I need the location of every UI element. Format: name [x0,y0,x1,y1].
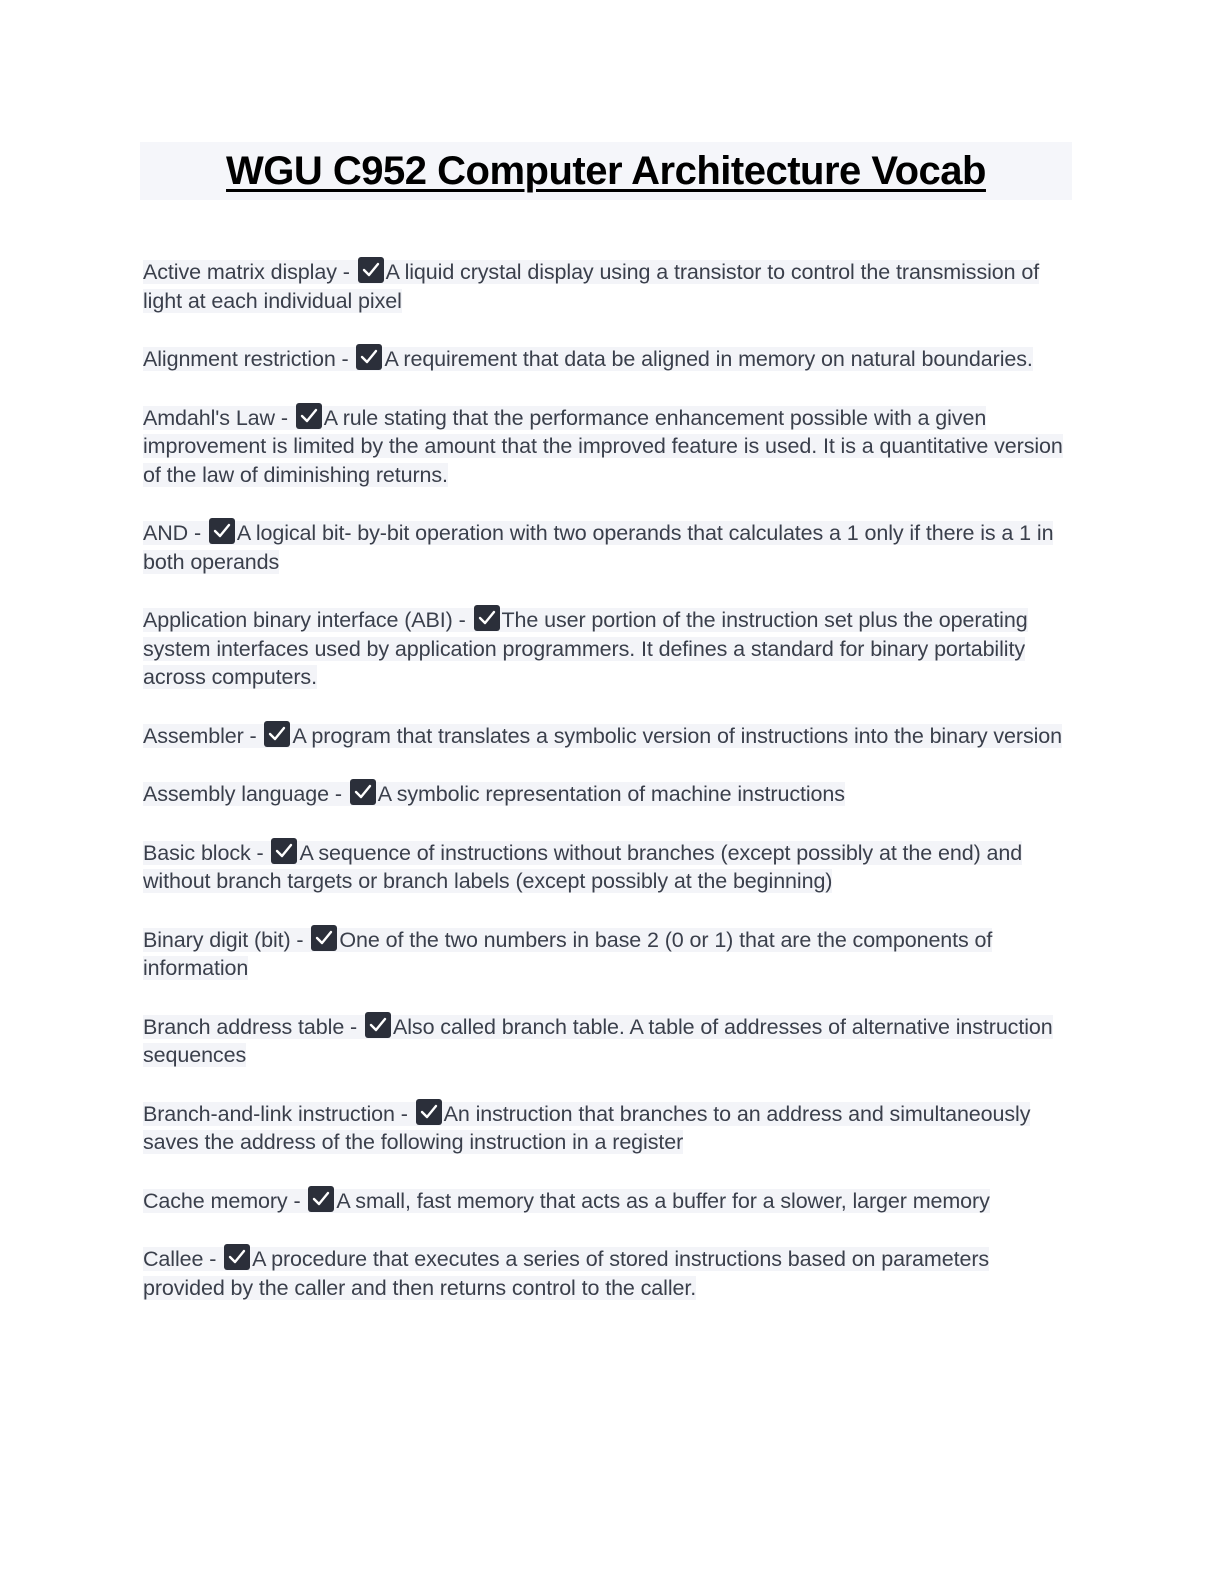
vocab-term: Amdahl's Law - [143,405,288,430]
vocab-term: Basic block - [143,840,264,865]
vocab-definition: A program that translates a symbolic version of instructions into the binary version [292,723,1063,748]
check-box-icon [365,1012,391,1038]
check-box-icon [271,838,297,864]
check-box-icon [416,1099,442,1125]
vocab-entry [143,518,1073,576]
check-box-icon [350,779,376,805]
vocab-entry [143,779,1073,809]
vocab-entry [143,1186,1073,1216]
vocab-definition: A sequence of instructions without branches (except possibly at the end) and without branch targets or branch labels (except possibly at the beginning) [143,840,1023,893]
vocab-entry [143,721,1073,751]
vocab-entry [143,1244,1073,1302]
vocab-term: Cache memory - [143,1188,301,1213]
vocab-term: Callee - [143,1247,217,1271]
vocab-entry [143,344,1073,374]
vocab-definition: A logical bit- by-bit operation with two operands that calculates a 1 only if there is a 1 in both operands [143,521,1054,574]
check-box-icon [264,721,290,747]
vocab-entry [143,838,1073,896]
vocab-definition: A symbolic representation of machine instructions [377,782,845,806]
vocab-definition: A liquid crystal display using a transistor to control the transmission of light at each individual pixel [143,260,1040,313]
vocab-definition: The user portion of the instruction set plus the operating system interfaces used by application programmers. It defines a standard for binary portability across computers. [143,608,1028,689]
vocab-entry [143,403,1073,490]
vocab-entry [143,1012,1073,1070]
vocab-term: Branch address table - [143,1014,358,1039]
vocab-entry [143,925,1073,983]
page-title: WGU C952 Computer Architecture Vocab [226,149,986,193]
vocab-term: Application binary interface (ABI) - [143,608,466,632]
vocab-term: Assembly language - [143,782,342,806]
vocab-term: AND - [143,521,202,545]
vocab-list [143,257,1073,1331]
vocab-definition: A procedure that executes a series of stored instructions based on parameters provided by the caller and then returns control to the caller. [143,1247,990,1300]
vocab-definition: One of the two numbers in base 2 (0 or 1) that are the components of information [143,927,993,980]
check-box-icon [224,1244,250,1270]
check-box-icon [358,257,384,283]
title-banner [140,142,1072,200]
check-box-icon [308,1186,334,1212]
vocab-term: Branch-and-link instruction - [143,1101,408,1126]
vocab-term: Binary digit (bit) - [143,927,304,952]
check-box-icon [311,925,337,951]
check-box-icon [296,403,322,429]
vocab-definition: An instruction that branches to an address and simultaneously saves the address of the following instruction in a register [143,1101,1031,1154]
vocab-definition: A small, fast memory that acts as a buffer for a slower, larger memory [336,1188,990,1213]
vocab-definition: A requirement that data be aligned in memory on natural boundaries. [384,347,1033,371]
vocab-term: Alignment restriction - [143,347,349,371]
vocab-entry [143,1099,1073,1157]
vocab-definition: Also called branch table. A table of addresses of alternative instruction sequences [143,1014,1053,1067]
check-box-icon [356,344,382,370]
vocab-definition: A rule stating that the performance enhancement possible with a given improvement is limited by the amount that the improved feature is used. It is a quantitative version of the law of diminishing returns. [143,405,1063,487]
vocab-term: Active matrix display - [143,260,350,284]
vocab-term: Assembler - [143,723,257,748]
vocab-entry [143,605,1073,692]
vocab-entry [143,257,1073,315]
check-box-icon [209,518,235,544]
check-box-icon [474,605,500,631]
